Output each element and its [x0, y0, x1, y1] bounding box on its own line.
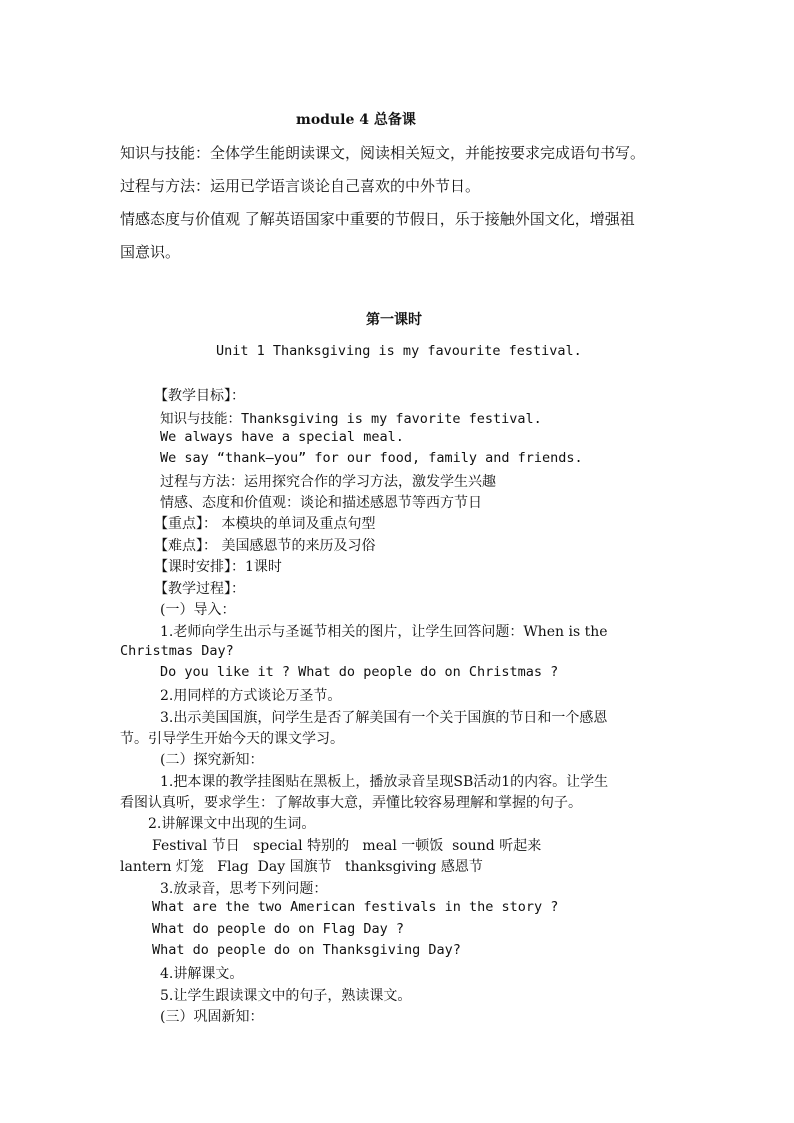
step-1-item-1-cont: Christmas Day?	[120, 643, 234, 659]
goal-attitude: 情感、态度和价值观：谈论和描述感恩节等西方节日	[160, 495, 482, 511]
step-2-item-1: 1.把本课的教学挂图贴在黑板上，播放录音呈现SB活动1的内容。让学生	[160, 774, 609, 790]
section-process: 【教学过程】：	[154, 581, 245, 597]
step-1-item-1: 1.老师向学生出示与圣诞节相关的图片，让学生回答问题：When is the	[160, 624, 608, 640]
step-3-heading: (三）巩固新知：	[160, 1009, 264, 1025]
question-3: What do people do on Thanksgiving Day?	[152, 942, 461, 958]
step-1-item-3-cont: 节。引导学生开始今天的课文学习。	[120, 731, 344, 747]
objective-knowledge: 知识与技能：全体学生能朗读课文，阅读相关短文，并能按要求完成语句书写。	[120, 144, 646, 162]
objective-attitude: 情感态度与价值观 了解英语国家中重要的节假日，乐于接触外国文化，增强祖	[120, 210, 635, 228]
step-1-question: Do you like it ? What do people do on Christmas ?	[160, 664, 559, 680]
step-2-item-4: 4.讲解课文。	[160, 966, 244, 982]
step-2-heading: (二）探究新知：	[160, 752, 264, 768]
vocab-line-2: lantern 灯笼 Flag Day 国旗节 thanksgiving 感恩节	[120, 859, 483, 875]
goal-sentence-1: We always have a special meal.	[160, 429, 404, 445]
step-1-heading: (一）导入：	[160, 602, 236, 618]
section-key-points: 【重点】： 本模块的单词及重点句型	[154, 516, 376, 532]
step-2-item-1-cont: 看图认真听，要求学生：了解故事大意，弄懂比较容易理解和掌握的句子。	[120, 795, 582, 811]
vocab-line-1: Festival 节日 special 特别的 meal 一顿饭 sound 听起来	[152, 838, 542, 854]
goal-process: 过程与方法：运用探究合作的学习方法，激发学生兴趣	[160, 474, 496, 490]
lesson-title: 第一课时	[366, 312, 422, 328]
section-schedule: 【课时安排】：1课时	[154, 559, 282, 575]
question-1: What are the two American festivals in the story ?	[152, 899, 559, 915]
question-2: What do people do on Flag Day ?	[152, 921, 404, 937]
step-2-item-5: 5.让学生跟读课文中的句子，熟读课文。	[160, 988, 412, 1004]
step-1-item-2: 2.用同样的方式谈论万圣节。	[160, 688, 342, 704]
unit-title: Unit 1 Thanksgiving is my favourite festival.	[216, 343, 582, 359]
step-2-item-3: 3.放录音，思考下列问题：	[160, 881, 328, 897]
objective-process: 过程与方法：运用已学语言谈论自己喜欢的中外节日。	[120, 177, 481, 195]
step-2-item-2: 2.讲解课文中出现的生词。	[148, 816, 316, 832]
section-difficulties: 【难点】： 美国感恩节的来历及习俗	[154, 538, 376, 554]
section-teaching-goals: 【教学目标】：	[154, 388, 245, 404]
goal-sentence-2: We say “thank—you” for our food, family and friends.	[160, 450, 583, 466]
module-title: module 4 总备课	[296, 112, 416, 128]
goal-knowledge: 知识与技能：Thanksgiving is my favorite festival.	[160, 411, 542, 427]
step-1-item-3: 3.出示美国国旗，问学生是否了解美国有一个关于国旗的节日和一个感恩	[160, 710, 608, 726]
objective-attitude-cont: 国意识。	[120, 243, 181, 261]
